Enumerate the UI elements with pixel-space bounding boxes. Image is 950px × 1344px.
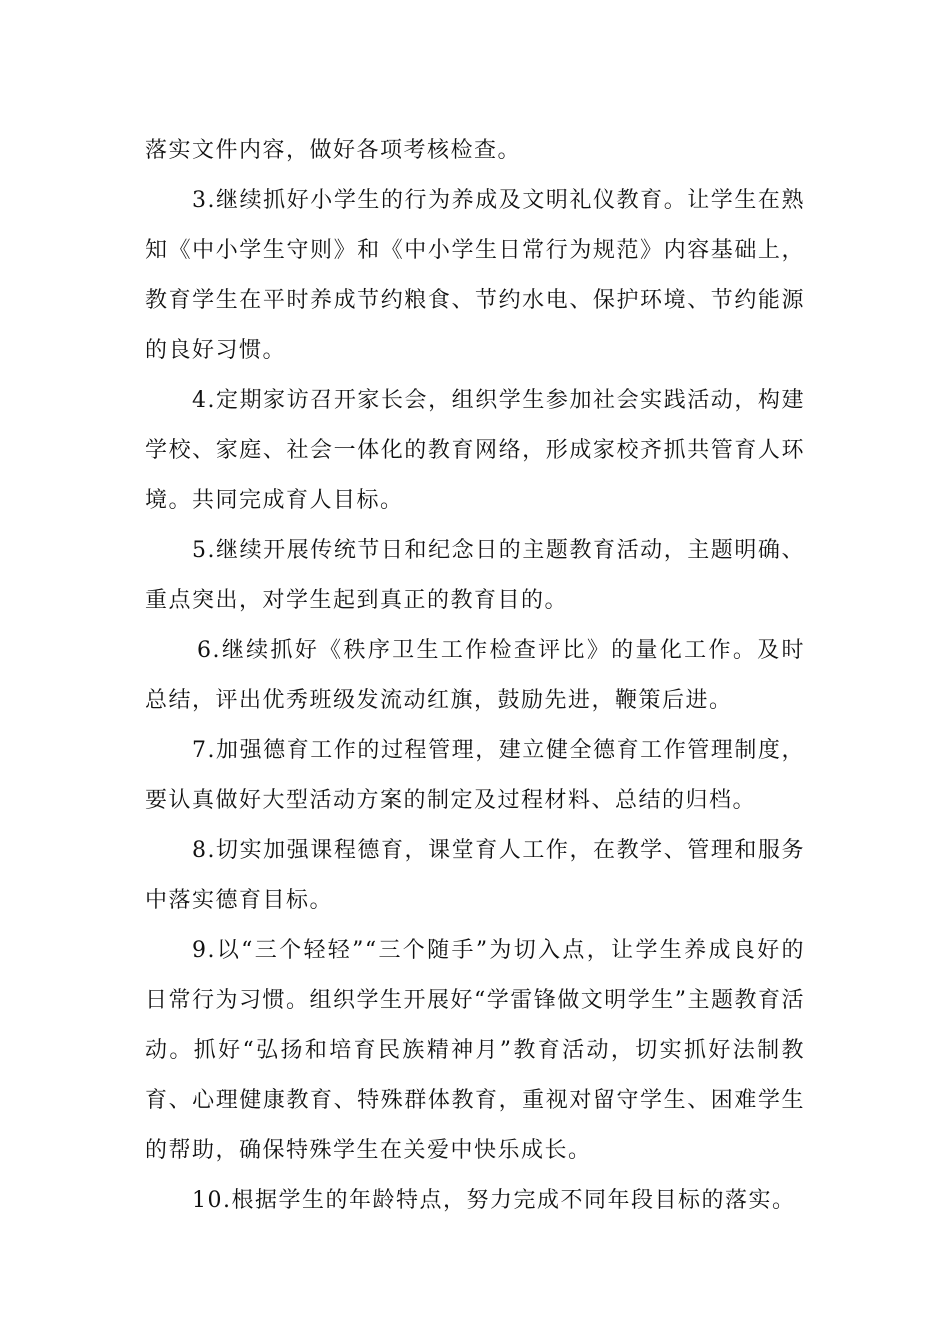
paragraph-item-8: 8.切实加强课程德育，课堂育人工作，在教学、管理和服务中落实德育目标。	[145, 838, 805, 913]
paragraph-item-9: 9.以“三个轻轻”“三个随手”为切入点，让学生养成良好的日常行为习惯。组织学生开展好“学雷锋做文明学生”主题教育活动。抓好“弘扬和培育民族精神月”教育活动，切实抓好法制教育、心理健康教育、特殊群体教育，重视对留守学生、困难学生的帮助，确保特殊学生在关爱中快乐成长。	[145, 938, 805, 1163]
paragraph-item-7: 7.加强德育工作的过程管理，建立健全德育工作管理制度，要认真做好大型活动方案的制定及过程材料、总结的归档。	[145, 738, 805, 813]
paragraph-item-5: 5.继续开展传统节日和纪念日的主题教育活动，主题明确、重点突出，对学生起到真正的教育目的。	[145, 538, 805, 613]
paragraph-continuation: 落实文件内容，做好各项考核检查。	[145, 138, 522, 163]
paragraph-item-4: 4.定期家访召开家长会，组织学生参加社会实践活动，构建学校、家庭、社会一体化的教育网络，形成家校齐抓共管育人环境。共同完成育人目标。	[145, 388, 805, 513]
paragraph-item-3: 3.继续抓好小学生的行为养成及文明礼仪教育。让学生在熟知《中小学生守则》和《中小学生日常行为规范》内容基础上，教育学生在平时养成节约粮食、节约水电、保护环境、节约能源的良好习惯。	[145, 188, 805, 363]
paragraph-item-6: 6.继续抓好《秩序卫生工作检查评比》的量化工作。及时总结，评出优秀班级发流动红旗，鼓励先进，鞭策后进。	[145, 638, 805, 713]
paragraph-item-10: 10.根据学生的年龄特点，努力完成不同年段目标的落实。	[192, 1188, 796, 1213]
document-body	[145, 126, 805, 1226]
